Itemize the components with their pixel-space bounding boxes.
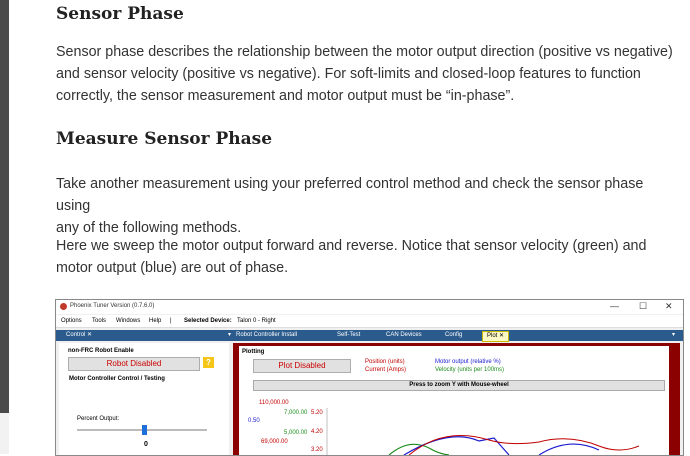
position-legend: Position (units) [365,359,405,365]
line: correctly, the sensor measurement and motor output must be “in-phase”. [56,88,515,104]
velocity-legend: Velocity (units per 100ms) [435,367,505,373]
line: Sensor phase describes the relationship between the motor output direction (positive vs negative) [56,44,673,60]
line: and sensor velocity (positive vs negative). For soft-limits and closed-loop features to function [56,66,641,82]
robot-disabled-button[interactable]: Robot Disabled [68,357,200,371]
menu-options[interactable]: Options [61,318,82,324]
tab-plot[interactable]: Plot ✕ [482,331,509,342]
axis-label: 5,000.00 [284,430,308,436]
axis-label: 69,000.00 [261,439,288,445]
menu-help[interactable]: Help [149,318,162,324]
tab-robot-controller-install[interactable]: Robot Controller Install [236,332,298,338]
left-gutter-footer [0,413,9,454]
para-sweep [56,235,676,279]
maximize-icon[interactable]: ☐ [639,301,648,311]
close-icon[interactable]: ✕ [665,301,673,311]
axis-label: 3.20 [311,447,323,453]
plot-frame [233,343,680,455]
robot-enable-label: non-FRC Robot Enable [68,348,134,354]
selected-device-label: Selected Device: [184,318,232,324]
slider-thumb[interactable] [142,425,147,435]
menu-tools[interactable]: Tools [92,318,107,324]
help-icon[interactable]: ? [203,357,214,368]
tab-self-test[interactable]: Self-Test [337,332,361,338]
control-testing-label: Motor Controller Control / Testing [69,376,165,382]
plot-panel [239,346,669,455]
zoom-y-button[interactable]: Press to zoom Y with Mouse-wheel [253,380,665,391]
dropdown-icon[interactable]: ▾ [228,332,232,338]
window-title: Phoenix Tuner Version (0.7.6.0) [70,303,155,309]
tuner-screenshot [55,299,684,456]
app-icon [60,303,67,310]
heading-sensor-phase: Sensor Phase [56,4,184,24]
para-sensor-phase [56,41,676,107]
plotting-label: Plotting [242,349,265,355]
axis-label: 0.50 [248,418,260,424]
plot-disabled-button[interactable]: Plot Disabled [253,359,351,373]
line: any of the following methods. [56,220,242,236]
dropdown-icon[interactable]: ▾ [672,332,676,338]
left-gutter [0,0,9,413]
percent-output-label: Percent Output: [77,416,120,422]
menu-separator: | [170,318,172,324]
axis-label: 7,000.00 [284,410,308,416]
axis-label: 4.20 [311,429,323,435]
line: motor output (blue) are out of phase. [56,260,289,276]
plot-traces [239,346,669,455]
motor-output-trace [539,444,599,455]
tab-bar [56,330,683,341]
control-panel [59,343,229,455]
menu-windows[interactable]: Windows [116,318,141,324]
motor-output-legend: Motor output (relative %) [435,359,501,365]
current-legend: Current (Amps) [365,367,407,373]
tab-control[interactable]: Control ✕ [66,332,93,338]
tab-can-devices[interactable]: CAN Devices [386,332,422,338]
para-measure [56,173,676,239]
line: Here we sweep the motor output forward and reverse. Notice that sensor velocity (green) and [56,238,647,254]
line: Take another measurement using your preferred control method and check the sensor phase using [56,176,644,214]
menu-bar [56,315,683,328]
selected-device-value[interactable]: Talon 0 - Right [237,318,276,324]
motor-output-trace [404,437,509,455]
axis-label: 110,000.00 [259,400,289,406]
window-titlebar [56,300,683,314]
tab-config[interactable]: Config [445,332,463,338]
velocity-trace [389,444,449,455]
heading-measure-sensor-phase: Measure Sensor Phase [56,129,273,149]
percent-output-value: 0 [144,441,148,448]
axis-label: 5.20 [311,410,323,416]
minimize-icon[interactable]: — [610,301,619,311]
